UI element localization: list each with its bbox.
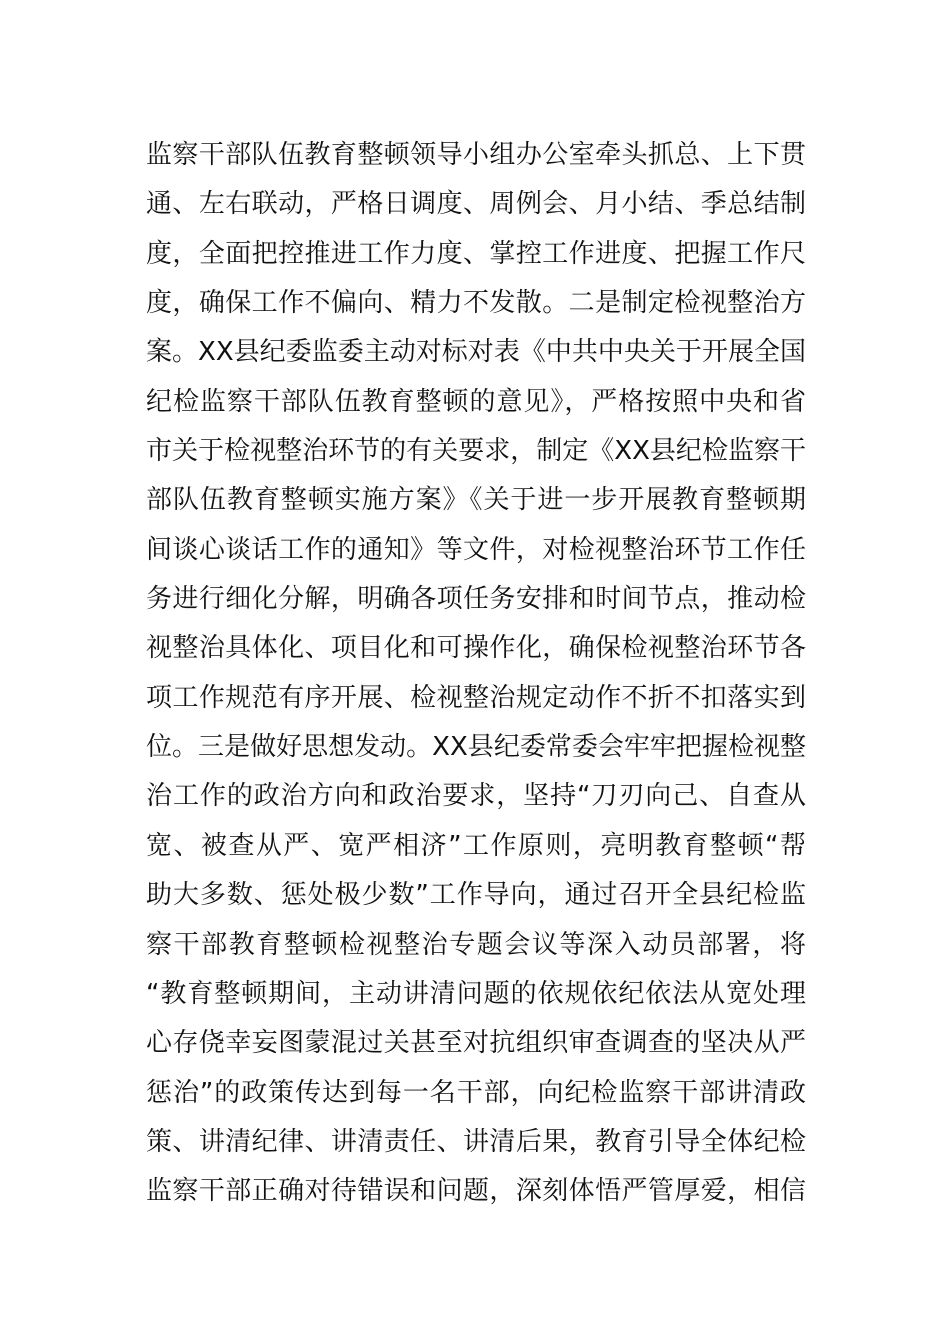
text-line: 监察干部队伍教育整顿领导小组办公室牵头抓总、上下贯 bbox=[146, 140, 806, 170]
text-line: 策、讲清纪律、讲清责任、讲清后果，教育引导全体纪检 bbox=[146, 1126, 806, 1157]
document-body bbox=[146, 131, 806, 1217]
text-line: 惩治”的政策传达到每一名干部，向纪检监察干部讲清政 bbox=[146, 1077, 806, 1108]
text-line: 纪检监察干部队伍教育整顿的意见》，严格按照中央和省 bbox=[146, 386, 806, 417]
text-line: 市关于检视整治环节的有关要求，制定《XX县纪检监察干 bbox=[146, 436, 806, 467]
text-line: “教育整顿期间，主动讲清问题的依规依纪依法从宽处理 bbox=[146, 978, 806, 1009]
text-line: 察干部教育整顿检视整治专题会议等深入动员部署，将 bbox=[146, 929, 806, 960]
text-line: 位。三是做好思想发动。XX县纪委常委会牢牢把握检视整 bbox=[146, 732, 806, 763]
text-line: 案。XX县纪委监委主动对标对表《中共中央关于开展全国 bbox=[146, 337, 806, 368]
text-line: 助大多数、惩处极少数”工作导向，通过召开全县纪检监 bbox=[146, 880, 806, 911]
text-line: 视整治具体化、项目化和可操作化，确保检视整治环节各 bbox=[146, 633, 806, 664]
text-line: 心存侥幸妄图蒙混过关甚至对抗组织审查调查的坚决从严 bbox=[146, 1028, 806, 1059]
text-line: 务进行细化分解，明确各项任务安排和时间节点，推动检 bbox=[146, 584, 806, 615]
text-line: 通、左右联动，严格日调度、周例会、月小结、季总结制 bbox=[146, 189, 806, 220]
text-line: 宽、被查从严、宽严相济”工作原则，亮明教育整顿“帮 bbox=[146, 830, 806, 861]
text-line: 治工作的政治方向和政治要求，坚持“刀刃向己、自查从 bbox=[146, 781, 806, 812]
text-line: 项工作规范有序开展、检视整治规定动作不折不扣落实到 bbox=[146, 682, 806, 713]
text-line: 监察干部正确对待错误和问题，深刻体悟严管厚爱，相信 bbox=[146, 1176, 806, 1207]
text-line: 部队伍教育整顿实施方案》《关于进一步开展教育整顿期 bbox=[146, 485, 806, 516]
text-line: 度，确保工作不偏向、精力不发散。二是制定检视整治方 bbox=[146, 288, 806, 319]
text-line: 间谈心谈话工作的通知》等文件，对检视整治环节工作任 bbox=[146, 534, 806, 565]
text-line: 度，全面把控推进工作力度、掌控工作进度、把握工作尺 bbox=[146, 238, 806, 269]
